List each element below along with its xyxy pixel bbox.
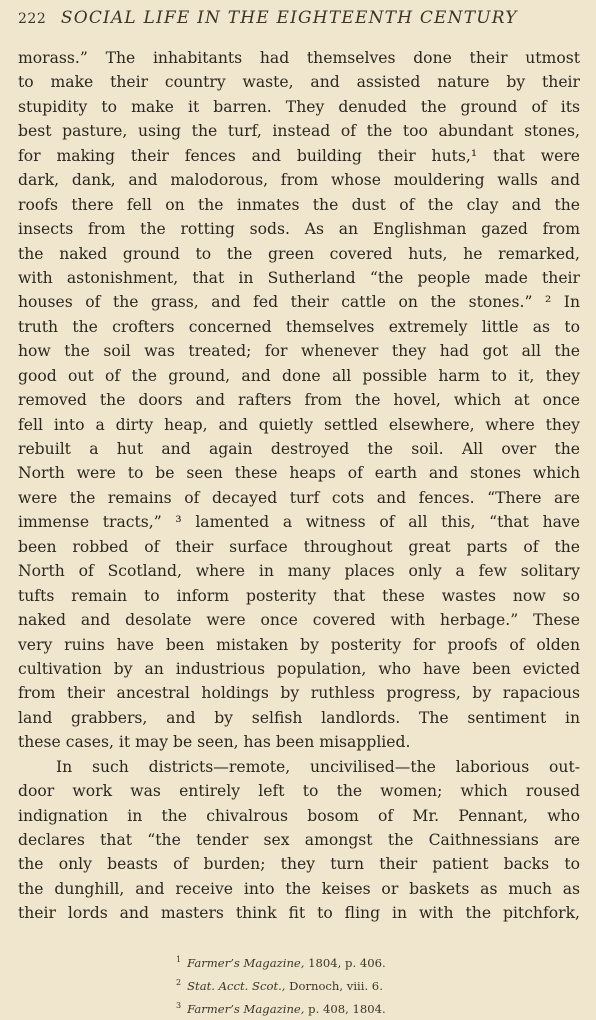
footnotes	[176, 950, 556, 1019]
text-line: for making their fences and building their huts,¹ that were	[18, 146, 580, 165]
footnote-mark: 3	[176, 1001, 182, 1011]
text-line: immense tracts,” ³ lamented a witness of all this, “that have	[18, 513, 580, 532]
text-line: door work was entirely left to the women; which roused	[18, 782, 580, 801]
text-line: very ruins have been mistaken by posterity for proofs of olden	[18, 635, 580, 654]
running-header	[18, 8, 578, 30]
text-line: removed the doors and rafters from the hovel, which at once	[18, 391, 580, 410]
body-text	[18, 46, 580, 926]
text-line: to make their country waste, and assisted nature by their	[18, 73, 580, 92]
paragraph-start-line: In such districts—remote, uncivilised—the laborious out-	[56, 757, 580, 776]
text-line: North were to be seen these heaps of earth and stones which	[18, 464, 580, 483]
text-line: cultivation by an industrious population, who have been evicted	[18, 659, 580, 678]
footnote-detail: p. 408, 1804.	[308, 1002, 386, 1017]
text-line: indignation in the chivalrous bosom of Mr. Pennant, who	[18, 806, 580, 825]
text-line: the naked ground to the green covered huts, he remarked,	[18, 244, 580, 263]
footnote	[176, 973, 556, 996]
text-line: the dunghill, and receive into the keises or baskets as much as	[18, 879, 580, 898]
text-line: from their ancestral holdings by ruthless progress, by rapacious	[18, 684, 580, 703]
text-line: their lords and masters think fit to fling in with the pitchfork,	[18, 904, 580, 923]
footnote-source: Stat. Acct. Scot.,	[187, 979, 286, 994]
text-line: with astonishment, that in Sutherland “the people made their	[18, 268, 580, 287]
text-line: morass.” The inhabitants had themselves done their utmost	[18, 49, 580, 67]
text-line: declares that “the tender sex amongst the Caithnessians are	[18, 831, 580, 849]
footnote	[176, 950, 556, 973]
text-line: been robbed of their surface throughout great parts of the	[18, 537, 580, 556]
text-line: roofs there fell on the inmates the dust of the clay and the	[18, 195, 580, 214]
running-title: SOCIAL LIFE IN THE EIGHTEENTH CENTURY	[60, 8, 518, 28]
text-line: dark, dank, and malodorous, from whose mouldering walls and	[18, 171, 580, 190]
text-line: houses of the grass, and fed their cattle on the stones.” ² In	[18, 293, 580, 312]
text-line: naked and desolate were once covered with herbage.” These	[18, 611, 580, 630]
footnote-detail: Dornoch, viii. 6.	[289, 979, 383, 994]
text-line: North of Scotland, where in many places only a few solitary	[18, 562, 580, 581]
footnote-source: Farmer’s Magazine,	[187, 955, 305, 970]
text-line: tufts remain to inform posterity that these wastes now so	[18, 586, 580, 605]
page-number: 222	[18, 11, 47, 27]
text-line: rebuilt a hut and again destroyed the soil. All over the	[18, 440, 580, 458]
footnote-detail: 1804, p. 406.	[308, 955, 386, 970]
text-line: best pasture, using the turf, instead of the too abundant stones,	[18, 122, 580, 141]
footnote-mark: 1	[176, 955, 182, 964]
footnote	[176, 996, 556, 1019]
text-line: fell into a dirty heap, and quietly settled elsewhere, where they	[18, 415, 580, 434]
text-line: truth the crofters concerned themselves extremely little as to	[18, 317, 580, 336]
text-line: insects from the rotting sods. As an Englishman gazed from	[18, 220, 580, 239]
footnote-source: Farmer’s Magazine,	[187, 1002, 305, 1017]
text-line: how the soil was treated; for whenever they had got all the	[18, 342, 580, 361]
paragraph-end-line: these cases, it may be seen, has been misapplied.	[18, 733, 411, 752]
text-line: stupidity to make it barren. They denuded the ground of its	[18, 97, 580, 116]
text-line: good out of the ground, and done all possible harm to it, they	[18, 366, 580, 385]
footnote-mark: 2	[176, 978, 182, 988]
text-line: were the remains of decayed turf cots and fences. “There are	[18, 488, 580, 507]
text-line: land grabbers, and by selfish landlords. The sentiment in	[18, 708, 580, 727]
text-line: the only beasts of burden; they turn their patient backs to	[18, 855, 580, 874]
